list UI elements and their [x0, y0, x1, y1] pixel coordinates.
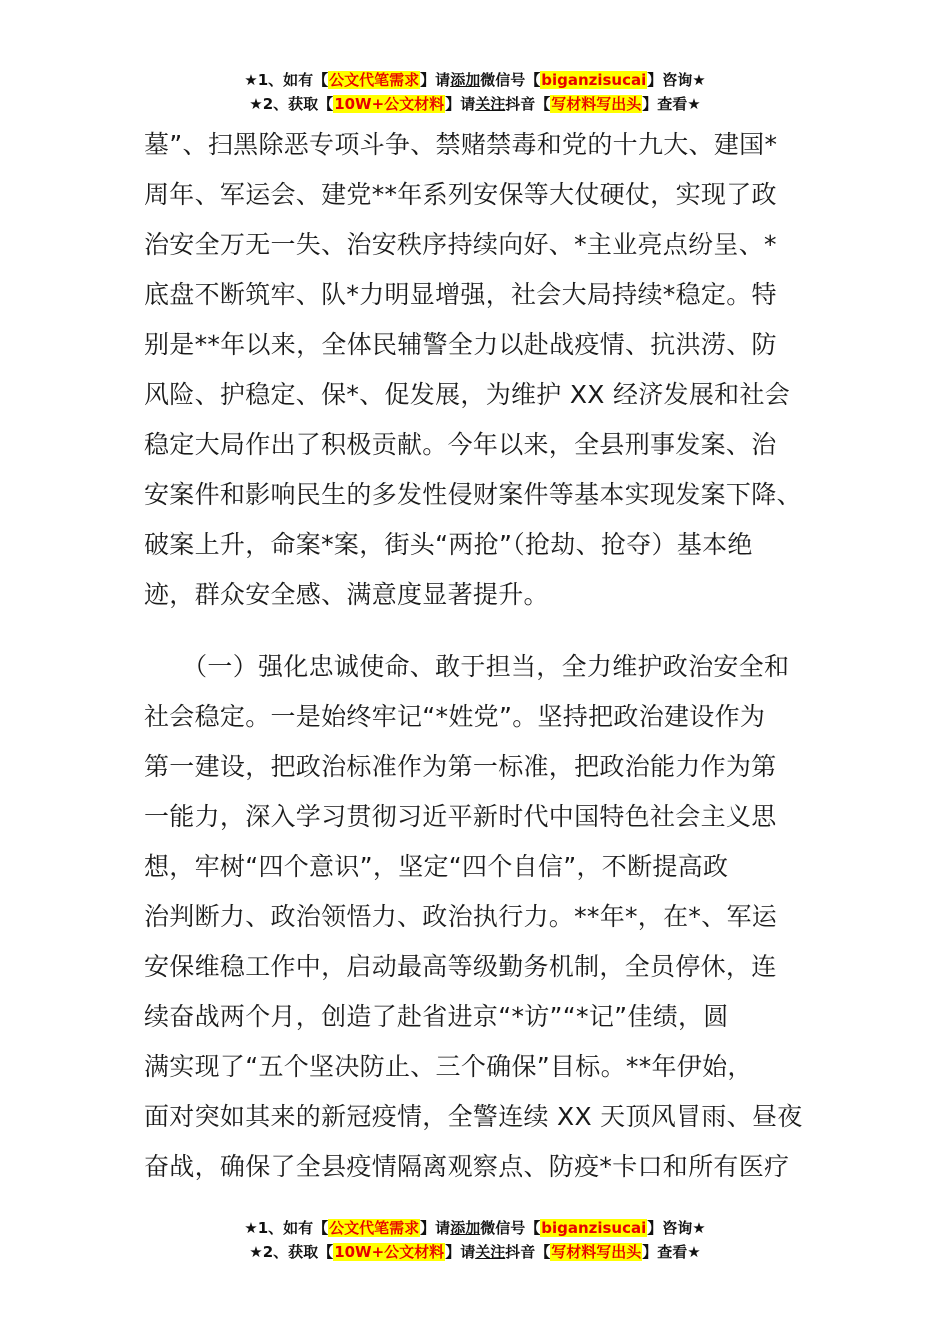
- header-line-2-highlight-materials: 10W+公文材料: [334, 95, 445, 113]
- footer-line-2-mid2: 抖音【: [505, 1243, 551, 1261]
- footer-line-1-mid: 】请: [420, 1219, 451, 1237]
- text-line: 风险、护稳定、保*、促发展，为维护 XX 经济发展和社会: [144, 380, 791, 409]
- footer-line-2-mid: 】请: [445, 1243, 476, 1261]
- header-line-2: [0, 92, 950, 116]
- text-line: 破案上升，命案*案，街头“两抢”（抢劫、抢夺）基本绝: [144, 530, 753, 559]
- text-line: 社会稳定。一是始终牢记“*姓党”。坚持把政治建设作为: [144, 702, 766, 731]
- text-line: 安案件和影响民生的多发性侵财案件等基本实现发案下降、: [144, 480, 802, 509]
- body-paragraph-1: [144, 120, 806, 620]
- header-line-1-suffix: 】咨询★: [647, 71, 706, 89]
- footer-line-2: [0, 1240, 950, 1264]
- footer-line-2-highlight-douyin: 写材料写出头: [551, 1243, 642, 1261]
- header-line-2-suffix: 】查看★: [642, 95, 701, 113]
- footer-line-1-prefix: ★1、如有【: [244, 1219, 329, 1237]
- footer-line-2-suffix: 】查看★: [642, 1243, 701, 1261]
- footer-line-2-prefix: ★2、获取【: [249, 1243, 334, 1261]
- text-line: 迹，群众安全感、满意度显著提升。: [144, 580, 549, 609]
- text-line: 安保维稳工作中，启动最高等级勤务机制，全员停休，连: [144, 952, 777, 981]
- text-line: 底盘不断筑牢、队*力明显增强，社会大局持续*稳定。特: [144, 280, 777, 309]
- header-line-1-mid2: 微信号【: [480, 71, 541, 89]
- text-line: 奋战，确保了全县疫情隔离观察点、防疫*卡口和所有医疗: [144, 1152, 790, 1181]
- text-line: 墓”、扫黑除恶专项斗争、禁赌禁毒和党的十九大、建国*: [144, 130, 778, 159]
- footer-line-1: [0, 1216, 950, 1240]
- header-line-1-emphasis: 添加: [450, 71, 481, 89]
- text-line: 续奋战两个月，创造了赴省进京“*访”“*记”佳绩，圆: [144, 1002, 729, 1031]
- header-line-2-prefix: ★2、获取【: [249, 95, 334, 113]
- footer-line-1-mid2: 微信号【: [480, 1219, 541, 1237]
- text-line: 周年、军运会、建党**年系列安保等大仗硬仗，实现了政: [144, 180, 777, 209]
- footer-line-1-suffix: 】咨询★: [647, 1219, 706, 1237]
- text-line: 满实现了“五个坚决防止、三个确保”目标。**年伊始，: [144, 1052, 753, 1081]
- text-line: 一能力，深入学习贯彻习近平新时代中国特色社会主义思: [144, 802, 777, 831]
- footer-line-1-highlight-service: 公文代笔需求: [329, 1219, 420, 1237]
- body-paragraph-2: [144, 642, 806, 1192]
- header-line-1-highlight-wechat: biganzisucai: [541, 71, 647, 89]
- text-line: 面对突如其来的新冠疫情，全警连续 XX 天顶风冒雨、昼夜: [144, 1102, 803, 1131]
- header-line-2-emphasis: 关注: [475, 95, 506, 113]
- text-line: 治安全万无一失、治安秩序持续向好、*主业亮点纷呈、*: [144, 230, 777, 259]
- footer-line-1-emphasis: 添加: [450, 1219, 481, 1237]
- text-line: （一）强化忠诚使命、敢于担当，全力维护政治安全和: [144, 652, 790, 681]
- header-line-1-prefix: ★1、如有【: [244, 71, 329, 89]
- text-line: 别是**年以来，全体民辅警全力以赴战疫情、抗洪涝、防: [144, 330, 777, 359]
- header-line-2-mid: 】请: [445, 95, 476, 113]
- footer-line-2-emphasis: 关注: [475, 1243, 506, 1261]
- footer-line-1-highlight-wechat: biganzisucai: [541, 1219, 647, 1237]
- footer-line-2-highlight-materials: 10W+公文材料: [334, 1243, 445, 1261]
- header-line-2-highlight-douyin: 写材料写出头: [551, 95, 642, 113]
- header-line-1-highlight-service: 公文代笔需求: [329, 71, 420, 89]
- header-line-1-mid: 】请: [420, 71, 451, 89]
- footer-banner: [0, 1216, 950, 1264]
- text-line: 第一建设，把政治标准作为第一标准，把政治能力作为第: [144, 752, 777, 781]
- text-line: 想，牢树“四个意识”，坚定“四个自信”，不断提高政: [144, 852, 729, 881]
- header-banner: [0, 68, 950, 116]
- text-line: 治判断力、政治领悟力、政治执行力。**年*，在*、军运: [144, 902, 778, 931]
- header-line-1: [0, 68, 950, 92]
- header-line-2-mid2: 抖音【: [505, 95, 551, 113]
- text-line: 稳定大局作出了积极贡献。今年以来，全县刑事发案、治: [144, 430, 777, 459]
